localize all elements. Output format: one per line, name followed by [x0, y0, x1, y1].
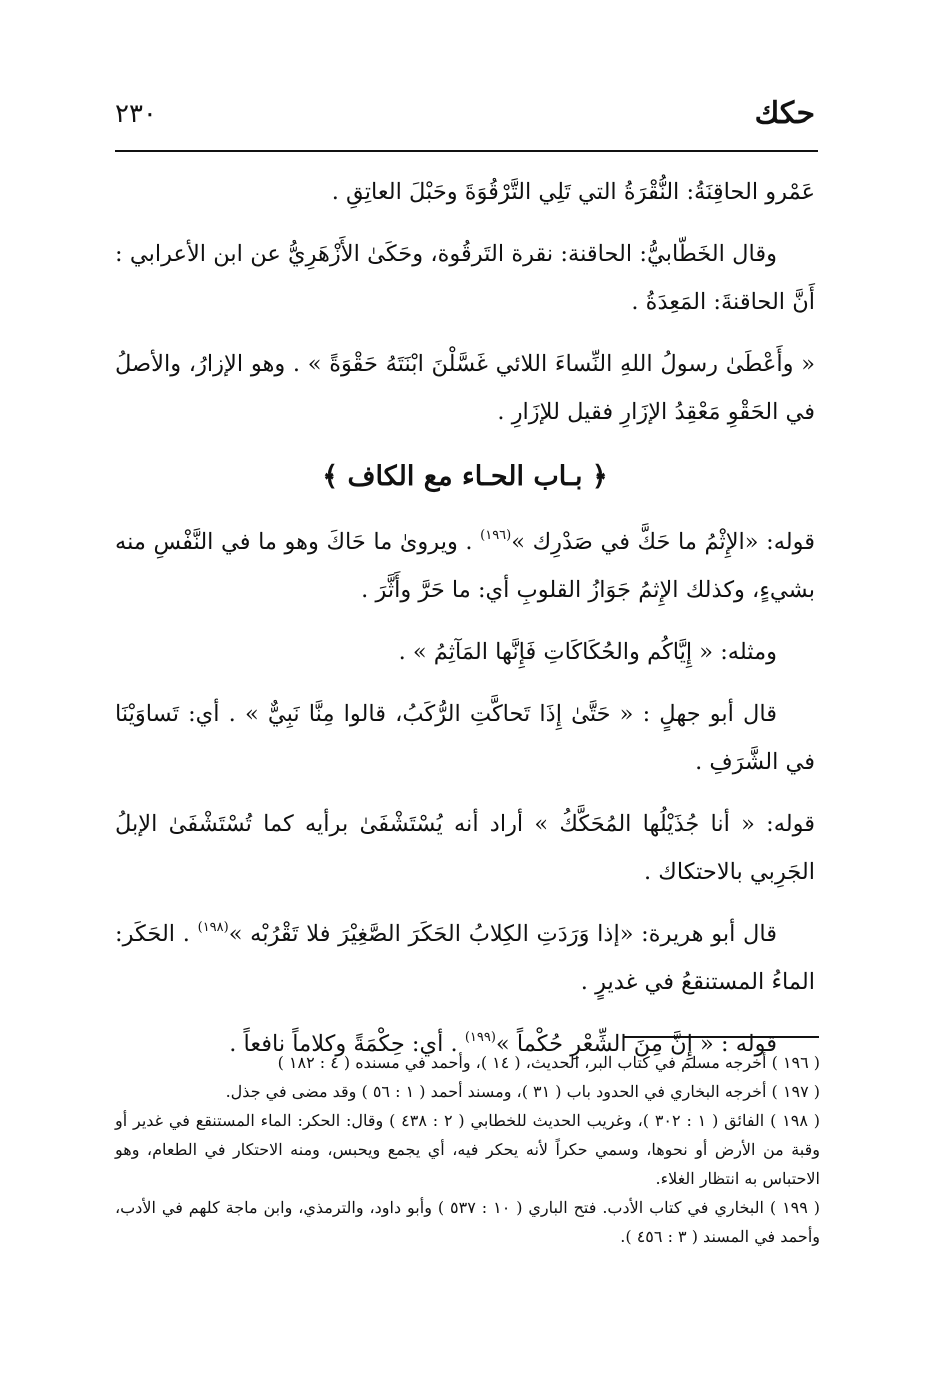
paragraph-text: . أي: حِكْمَةً وكلاماً نافعاً .: [229, 1031, 458, 1057]
page-number: ٢٣٠: [115, 99, 157, 129]
paragraph: قال أبو جهلٍ : « حَتَّىٰ إِذَا تَحاكَّتِ الرُّكَبُ، قالوا مِنَّا نَبِيٌّ » . أي: تَساوَيْنَا في الشَّرَفِ .: [115, 701, 815, 775]
footnote: ( ١٩٩ ) البخاري في كتاب الأدب. فتح الباري ( ١٠ : ٥٣٧ ) وأبو داود، والترمذي، وابن ماجة كلهم في الأدب، وأحمد في المسند ( ٣ : ٤٥٦ ).: [115, 1198, 821, 1246]
paragraph-text: . ويروىٰ ما حَاكَ وهو ما في النَّفْسِ منه بشيءٍ، وكذلك الإِثمُ جَوَازُ القلوبِ أي: ما حَرَّ وأَثَّرَ .: [115, 529, 815, 603]
footnote-rule: [624, 1036, 819, 1038]
paragraph: [115, 518, 815, 614]
footnote-ref: (١٩٦): [480, 528, 512, 543]
header-rule: [115, 150, 818, 152]
footnote: ( ١٩٦ ) أخرجه مسلم في كتاب البر، الحديث، ( ١٤ )، وأحمد في مسنده ( ٤ : ١٨٢ ): [277, 1053, 820, 1072]
main-text: [115, 168, 815, 1082]
paragraph-text: قوله : « إِنَّ مِنَ الشِّعْرِ حُكْماً »: [495, 1031, 777, 1057]
footnote-ref: (١٩٨): [197, 920, 229, 935]
paragraph: [115, 910, 815, 1006]
page-header: [115, 92, 815, 136]
footnote: ( ١٩٨ ) الفائق ( ١ : ٣٠٢ )، وغريب الحديث للخطابي ( ٢ : ٤٣٨ ) وقال: الحكر: الماء المستنقع في غدير أو وقبة من الأرض أو نحوها، وسمي حكراً لأنه يحكر فيه، أي يجمع ويحبس، ومنه الاحتكار في الطعام، وهو الاحتباس به انتظار الغلاء.: [115, 1111, 821, 1188]
section-heading: ﴿ بـاب الحـاء مع الكاف ﴾: [322, 461, 608, 492]
paragraph-text: قال أبو هريرة: «إذا وَرَدَتِ الكِلابُ الحَكَرَ الصَّغِيْرَ فلا تَقْرُبْه »: [228, 921, 777, 947]
paragraph-text: . الحَكَر: الماءُ المستنقعُ في غديرٍ .: [115, 921, 815, 995]
paragraph: وقال الخَطّابيُّ: الحاقنة: نقرة التَرقُوة، وحَكَىٰ الأَزْهَرِيُّ عن ابن الأعرابي : أَنَّ الحاقنةَ: المَعِدَةُ .: [115, 241, 815, 315]
paragraph: قوله: « أنا جُذَيْلُها المُحَكَّكُ » أراد أنه يُسْتَشْفَىٰ برأيه كما تُسْتَشْفَىٰ الإبلُ الجَرِبي بالاحتكاك .: [115, 811, 815, 885]
paragraph-text: قوله: «الإِثْمُ ما حَكَّ في صَدْرِك »: [511, 529, 815, 555]
running-head: حكك: [754, 96, 815, 131]
paragraph: عَمْرو الحاقِنَةُ: النُّقْرَةُ التي تَلِي التَّرْقُوَةَ وحَبْلَ العاتِقِ .: [331, 179, 815, 205]
footnotes: [115, 1048, 820, 1251]
paragraph: ومثله: « إِيَّاكُم والحُكَاكَاتِ فَإِنَّها المَآثِمُ » .: [398, 639, 777, 665]
footnote-ref: (١٩٩): [464, 1030, 496, 1045]
paragraph: « وأَعْطَىٰ رسولُ اللهِ النِّساءَ اللائي غَسَّلْنَ ابْنَتَهُ حَقْوَةً » . وهو الإزارُ، والأصلُ في الحَقْوِ مَعْقِدُ الإزَارِ فقيل للإزَارِ .: [115, 351, 815, 425]
footnote: ( ١٩٧ ) أخرجه البخاري في الحدود باب ( ٣١ )، ومسند أحمد ( ١ : ٥٦ ) وقد مضى في جذل.: [225, 1082, 820, 1101]
